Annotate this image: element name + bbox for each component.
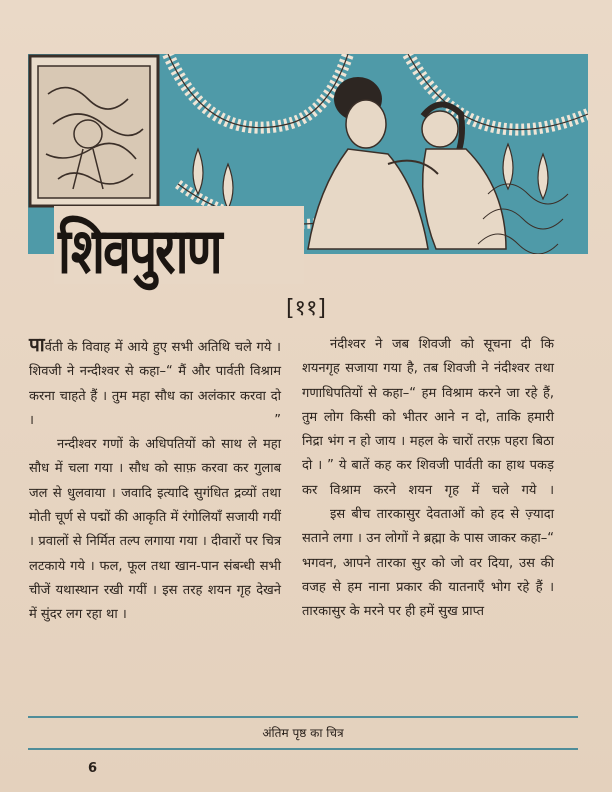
paragraph xyxy=(29,333,281,433)
divider-top xyxy=(28,716,578,718)
back-page-caption: अंतिम पृष्ठ का चित्र xyxy=(262,726,344,740)
title-block xyxy=(54,206,304,288)
paragraph xyxy=(302,503,554,624)
left-column xyxy=(29,333,281,628)
paragraph-text: इस बीच तारकासुर देवताओं को हद से ज़्यादा सताने लगा । उन लोगों ने ब्रह्मा के पास जाकर कहा–“ भगवन, आपने तारका सुर को जो वर दिया, उस की वजह से हम नाना प्रकार की यातनाएँ भोग रहे हैं । तारकासुर के मरने पर ही हमें सुख प्राप्त xyxy=(302,507,554,620)
drop-cap: पा xyxy=(29,334,45,356)
chapter-number: [११] xyxy=(285,296,327,321)
paragraph-text: र्वती के विवाह में आये हुए सभी अतिथि चले गये । शिवजी ने नन्दीश्वर से कहा–“ मैं और पार्वती विश्राम करना चाहते हैं । तुम महा सौध का अलंकार करवा दो । ” xyxy=(29,340,281,428)
paragraph xyxy=(302,333,554,503)
paragraph-text: नन्दीश्वर गणों के अधिपतियों को साथ ले महा सौध में चला गया । सौध को साफ़ करवा कर गुलाब जल से धुलवाया । जवादि इत्यादि सुगंधित द्रव्यों तथा मोती चूर्ण से पद्मों की आकृति में रंगोलियाँ सजायी गयीं । प्रवालों से निर्मित तल्प लगाया गया । दीवारों पर चित्र लटकाये गये । फल, फूल तथा खान-पान संबन्धी सभी चीजें यथास्थान रखी गयीं । इस तरह शयन गृह देखने में सुंदर लग रहा था । xyxy=(29,437,281,623)
paragraph xyxy=(29,433,281,627)
page-title: शिवपुराण xyxy=(58,214,221,288)
paragraph-text: नंदीश्वर ने जब शिवजी को सूचना दी कि शयनगृह सजाया गया है, तब शिवजी ने नंदीश्वर तथा गणाधिपतियों से कहा–“ हम विश्राम करने जा रहे हैं, तुम लोग किसी को भीतर आने न दो, ताकि हमारी निद्रा भंग न हो जाय । महल के चारों तरफ़ पहरा बिठा दो । ” ये बातें कह कर शिवजी पार्वती का हाथ पकड़ कर विश्राम करने शयन गृह में चले गये । xyxy=(302,337,554,498)
divider-bottom xyxy=(28,748,578,750)
page-number: 6 xyxy=(88,761,98,776)
right-column xyxy=(302,333,554,625)
